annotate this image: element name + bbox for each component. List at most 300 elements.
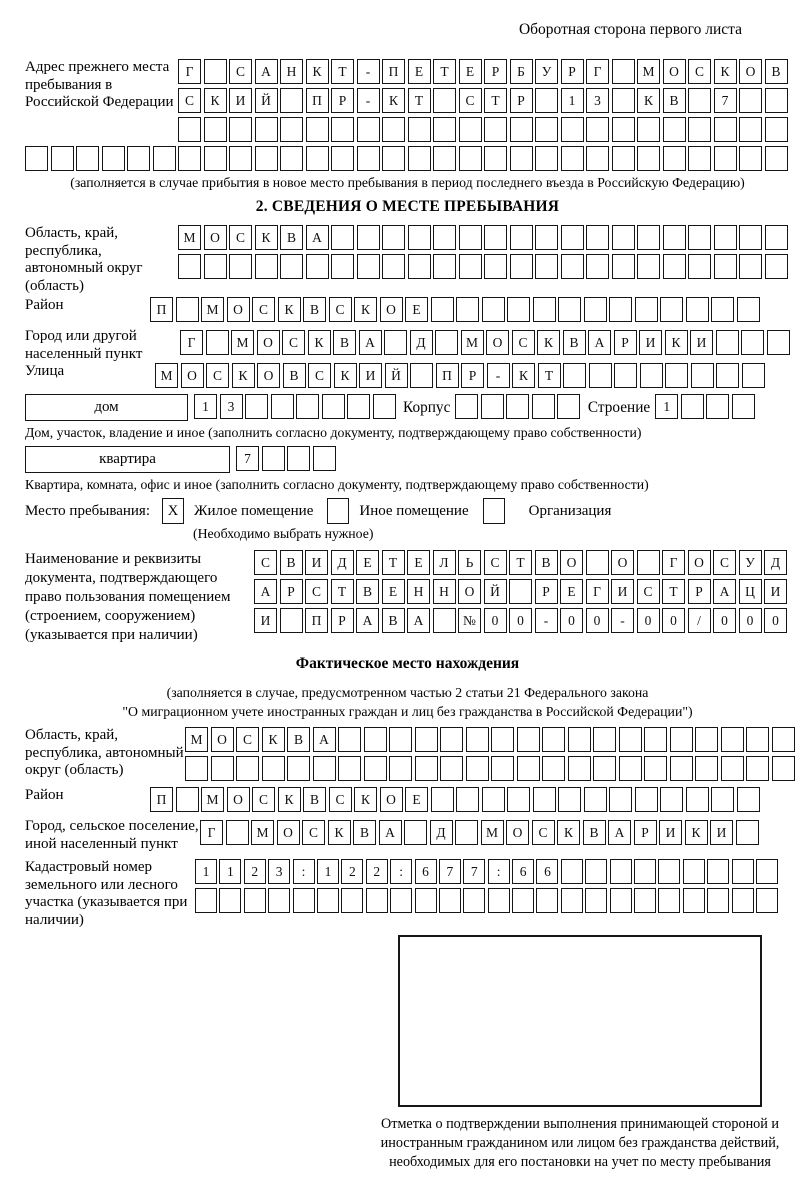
char-cell: О [663, 59, 686, 84]
char-cell [510, 117, 533, 142]
char-cell [357, 225, 380, 250]
char-cell [306, 117, 329, 142]
apartment-note: Квартира, комната, офис и иное (заполнить согласно документу, подтверждающему право собственности) [25, 477, 649, 492]
char-cell: Р [688, 579, 711, 604]
char-cell: В [382, 608, 405, 633]
char-cell: Е [405, 297, 428, 322]
char-cell [610, 888, 632, 913]
char-cell [338, 756, 361, 781]
char-cell [482, 787, 505, 812]
stamp-box [398, 935, 762, 1107]
char-cell [721, 756, 744, 781]
char-cell: 0 [560, 608, 583, 633]
char-cell: Р [634, 820, 657, 845]
char-cell [586, 225, 609, 250]
char-cell: С [254, 550, 277, 575]
char-cell [219, 888, 241, 913]
char-cell [609, 297, 632, 322]
char-cell: К [232, 363, 255, 388]
char-cell: Л [433, 550, 456, 575]
char-cell: С [302, 820, 325, 845]
char-cell: П [305, 608, 328, 633]
region-label: Область, край, республика, автономный округ (область) [25, 225, 143, 294]
house-block [25, 394, 790, 423]
char-cell [431, 297, 454, 322]
char-cell: М [637, 59, 660, 84]
char-cell: О [611, 550, 634, 575]
char-cell: В [303, 787, 326, 812]
char-cell: С [282, 330, 305, 355]
char-cell [389, 727, 412, 752]
char-cell: М [185, 727, 208, 752]
char-cell [686, 297, 709, 322]
char-cell [535, 146, 558, 171]
char-cell [331, 146, 354, 171]
char-cell [714, 146, 737, 171]
actual-location-note-line2: "О миграционном учете иностранных граждан и лиц без гражданства в Российской Федерации") [122, 704, 693, 719]
char-cell: Е [408, 59, 431, 84]
char-cell: 1 [219, 859, 241, 884]
char-cell: Р [331, 608, 354, 633]
street-label: Улица [25, 363, 65, 379]
actual-region-row-2 [185, 756, 797, 781]
char-cell [736, 820, 759, 845]
char-cell [245, 394, 268, 419]
cadastral-row-1 [195, 859, 780, 884]
char-cell [619, 756, 642, 781]
char-cell: О [204, 225, 227, 250]
actual-region-label: Область, край, республика, автономный округ (область) [25, 727, 184, 778]
char-cell [204, 146, 227, 171]
char-cell: Ь [458, 550, 481, 575]
char-cell [746, 727, 769, 752]
char-cell: 2 [244, 859, 266, 884]
char-cell [317, 888, 339, 913]
char-cell [644, 727, 667, 752]
char-cell [586, 254, 609, 279]
char-cell [364, 756, 387, 781]
cadastral-rows [195, 859, 780, 917]
char-cell: И [639, 330, 662, 355]
char-cell [466, 756, 489, 781]
char-cell [506, 394, 529, 419]
char-cell: Р [484, 59, 507, 84]
char-cell [384, 330, 407, 355]
char-cell: О [380, 297, 403, 322]
stroenie-cells [655, 394, 757, 419]
char-cell [408, 117, 431, 142]
street-row [155, 363, 767, 388]
district-label: Район [25, 297, 64, 313]
char-cell: А [359, 330, 382, 355]
char-cell [507, 297, 530, 322]
char-cell: С [252, 297, 275, 322]
char-cell: М [201, 297, 224, 322]
char-cell [482, 297, 505, 322]
char-cell [488, 888, 510, 913]
char-cell: П [306, 88, 329, 113]
char-cell [271, 394, 294, 419]
char-cell: Е [459, 59, 482, 84]
stroenie-label: Строение [587, 399, 651, 416]
char-cell [280, 117, 303, 142]
char-cell: С [532, 820, 555, 845]
char-cell: А [306, 225, 329, 250]
char-cell [153, 146, 176, 171]
char-cell [637, 550, 660, 575]
prev-address-rows [178, 59, 790, 146]
char-cell [732, 394, 755, 419]
char-cell [612, 225, 635, 250]
char-cell: 1 [317, 859, 339, 884]
char-cell [561, 146, 584, 171]
char-cell [382, 225, 405, 250]
char-cell: 7 [236, 446, 259, 471]
char-cell: И [229, 88, 252, 113]
char-cell: С [459, 88, 482, 113]
char-cell [711, 787, 734, 812]
char-cell: С [637, 579, 660, 604]
char-cell [25, 146, 48, 171]
char-cell [262, 446, 285, 471]
char-cell: О [458, 579, 481, 604]
char-cell: 0 [713, 608, 736, 633]
char-cell [195, 888, 217, 913]
section2-title: 2. СВЕДЕНИЯ О МЕСТЕ ПРЕБЫВАНИЯ [255, 198, 560, 215]
char-cell [756, 859, 778, 884]
char-cell: 3 [586, 88, 609, 113]
char-cell [707, 859, 729, 884]
char-cell [204, 59, 227, 84]
char-cell: В [583, 820, 606, 845]
char-cell: К [557, 820, 580, 845]
char-cell [211, 756, 234, 781]
char-cell [535, 117, 558, 142]
char-cell: И [659, 820, 682, 845]
char-cell [456, 297, 479, 322]
char-cell [739, 146, 762, 171]
char-cell [455, 820, 478, 845]
char-cell [663, 117, 686, 142]
char-cell [532, 394, 555, 419]
char-cell [557, 394, 580, 419]
korpus-label: Корпус [403, 399, 451, 416]
char-cell [536, 888, 558, 913]
char-cell [586, 146, 609, 171]
char-cell: С [484, 550, 507, 575]
option-other-premises-label: Иное помещение [359, 502, 469, 519]
char-cell: 7 [714, 88, 737, 113]
char-cell [644, 756, 667, 781]
char-cell [739, 254, 762, 279]
char-cell: А [313, 727, 336, 752]
prev-address-block [25, 59, 790, 146]
char-cell [721, 727, 744, 752]
house-box-label: дом [25, 394, 188, 421]
char-cell [707, 888, 729, 913]
char-cell: К [685, 820, 708, 845]
cadastral-row-2 [195, 888, 780, 913]
char-cell [415, 888, 437, 913]
char-cell [517, 756, 540, 781]
char-cell [533, 787, 556, 812]
checkbox-residential: X [162, 498, 184, 524]
char-cell [658, 859, 680, 884]
house-cells [194, 394, 398, 419]
char-cell: 7 [439, 859, 461, 884]
actual-district-label: Район [25, 787, 64, 803]
char-cell [542, 727, 565, 752]
char-cell: Р [535, 579, 558, 604]
char-cell: М [251, 820, 274, 845]
char-cell [739, 225, 762, 250]
char-cell: Г [180, 330, 203, 355]
char-cell: О [227, 297, 250, 322]
actual-region-rows [185, 727, 797, 785]
char-cell: Т [408, 88, 431, 113]
document-row-2 [254, 579, 790, 604]
char-cell [287, 446, 310, 471]
char-cell [280, 254, 303, 279]
char-cell [670, 727, 693, 752]
char-cell [637, 254, 660, 279]
char-cell: В [283, 363, 306, 388]
char-cell [737, 297, 760, 322]
char-cell: - [487, 363, 510, 388]
char-cell: - [357, 88, 380, 113]
char-cell: В [280, 225, 303, 250]
char-cell [610, 859, 632, 884]
actual-region-row-1 [185, 727, 797, 752]
char-cell: К [512, 363, 535, 388]
char-cell [280, 88, 303, 113]
char-cell [341, 888, 363, 913]
char-cell: П [382, 59, 405, 84]
char-cell [204, 117, 227, 142]
char-cell: Р [614, 330, 637, 355]
char-cell [658, 888, 680, 913]
char-cell: Р [461, 363, 484, 388]
char-cell: 1 [655, 394, 678, 419]
char-cell [584, 787, 607, 812]
char-cell [637, 146, 660, 171]
actual-district-row [150, 787, 762, 812]
char-cell: Е [407, 550, 430, 575]
char-cell [695, 756, 718, 781]
char-cell [691, 363, 714, 388]
char-cell [756, 888, 778, 913]
char-cell [433, 117, 456, 142]
char-cell: К [334, 363, 357, 388]
char-cell: С [229, 59, 252, 84]
char-cell: И [764, 579, 787, 604]
char-cell [408, 146, 431, 171]
char-cell: Г [586, 59, 609, 84]
char-cell [389, 756, 412, 781]
char-cell: У [739, 550, 762, 575]
char-cell [517, 727, 540, 752]
char-cell: К [278, 787, 301, 812]
char-cell: Т [509, 550, 532, 575]
char-cell: Р [561, 59, 584, 84]
char-cell [510, 146, 533, 171]
char-cell: В [353, 820, 376, 845]
stay-type-label: Место пребывания: [25, 502, 150, 519]
char-cell: К [714, 59, 737, 84]
char-cell [366, 888, 388, 913]
char-cell [382, 254, 405, 279]
char-cell [459, 146, 482, 171]
char-cell [236, 756, 259, 781]
char-cell [293, 888, 315, 913]
char-cell [765, 88, 788, 113]
char-cell [688, 254, 711, 279]
actual-location-title: Фактическое место нахождения [295, 655, 520, 672]
char-cell [765, 146, 788, 171]
street-block [25, 363, 790, 392]
char-cell [306, 254, 329, 279]
char-cell: Й [385, 363, 408, 388]
city-block [25, 328, 790, 363]
char-cell [660, 297, 683, 322]
char-cell [439, 888, 461, 913]
char-cell [765, 254, 788, 279]
char-cell [714, 225, 737, 250]
char-cell: А [356, 608, 379, 633]
char-cell: 0 [637, 608, 660, 633]
korpus-cells [455, 394, 583, 419]
char-cell: 0 [509, 608, 532, 633]
char-cell [716, 363, 739, 388]
char-cell [765, 117, 788, 142]
char-cell: 0 [662, 608, 685, 633]
char-cell [357, 254, 380, 279]
option-residential-label: Жилое помещение [194, 502, 314, 519]
char-cell [512, 888, 534, 913]
char-cell [568, 727, 591, 752]
char-cell: П [150, 297, 173, 322]
char-cell [178, 254, 201, 279]
char-cell: В [563, 330, 586, 355]
prev-address-row-1 [178, 59, 790, 84]
char-cell [313, 756, 336, 781]
char-cell: А [407, 608, 430, 633]
region-block [25, 225, 790, 295]
char-cell: № [458, 608, 481, 633]
char-cell [484, 117, 507, 142]
char-cell [663, 225, 686, 250]
stay-type-row [25, 498, 790, 524]
char-cell: С [713, 550, 736, 575]
char-cell: С [178, 88, 201, 113]
char-cell: В [333, 330, 356, 355]
char-cell: Е [356, 550, 379, 575]
char-cell: Д [410, 330, 433, 355]
char-cell [746, 756, 769, 781]
char-cell [507, 787, 530, 812]
char-cell [456, 787, 479, 812]
char-cell: 7 [463, 859, 485, 884]
stamp-caption: Отметка о подтверждении выполнения принимающей стороной и иностранным гражданином или лицом без гражданства действий, необходимых для его постановки на учет по месту пребывания [380, 1116, 780, 1170]
char-cell [127, 146, 150, 171]
char-cell: О [257, 330, 280, 355]
document-rows [254, 550, 790, 637]
char-cell [415, 727, 438, 752]
char-cell [741, 330, 764, 355]
char-cell [331, 225, 354, 250]
char-cell: Р [510, 88, 533, 113]
char-cell [558, 297, 581, 322]
prev-address-label: Адрес прежнего места пребывания в Российской Федерации [25, 59, 174, 110]
char-cell [535, 88, 558, 113]
char-cell [433, 254, 456, 279]
char-cell: О [560, 550, 583, 575]
char-cell: 0 [764, 608, 787, 633]
char-cell [634, 859, 656, 884]
char-cell [635, 787, 658, 812]
char-cell [357, 117, 380, 142]
char-cell: 6 [536, 859, 558, 884]
char-cell: С [229, 225, 252, 250]
char-cell: С [329, 787, 352, 812]
cadastral-label: Кадастровый номер земельного или лесного участка (указывается при наличии) [25, 859, 188, 928]
char-cell [593, 756, 616, 781]
char-cell [612, 254, 635, 279]
char-cell [484, 146, 507, 171]
char-cell: А [713, 579, 736, 604]
char-cell: С [305, 579, 328, 604]
char-cell [533, 297, 556, 322]
char-cell: Е [560, 579, 583, 604]
char-cell [338, 727, 361, 752]
document-label: Наименование и реквизиты документа, подтверждающего право пользования помещением (строением, сооружением) (указывается при наличии) [25, 551, 231, 643]
char-cell: Т [331, 579, 354, 604]
city-row [180, 330, 792, 355]
region-row-1 [178, 225, 790, 250]
char-cell: А [254, 579, 277, 604]
char-cell [491, 727, 514, 752]
char-cell [415, 756, 438, 781]
char-cell [742, 363, 765, 388]
char-cell [586, 550, 609, 575]
char-cell [612, 146, 635, 171]
char-cell [484, 254, 507, 279]
char-cell: П [436, 363, 459, 388]
char-cell: О [277, 820, 300, 845]
char-cell: В [280, 550, 303, 575]
char-cell: / [688, 608, 711, 633]
char-cell: 2 [341, 859, 363, 884]
char-cell [347, 394, 370, 419]
char-cell [459, 117, 482, 142]
prev-address-row-3 [178, 117, 790, 142]
char-cell [737, 787, 760, 812]
char-cell: - [535, 608, 558, 633]
char-cell: Н [407, 579, 430, 604]
char-cell [185, 756, 208, 781]
char-cell: Т [662, 579, 685, 604]
char-cell [772, 756, 795, 781]
char-cell: А [255, 59, 278, 84]
char-cell: И [305, 550, 328, 575]
char-cell [619, 727, 642, 752]
prev-address-note: (заполняется в случае прибытия в новое место пребывания в период последнего въезда в Российскую Федерацию) [70, 175, 745, 190]
char-cell [510, 254, 533, 279]
char-cell [435, 330, 458, 355]
char-cell: - [611, 608, 634, 633]
char-cell: 1 [561, 88, 584, 113]
prev-address-row-2 [178, 88, 790, 113]
